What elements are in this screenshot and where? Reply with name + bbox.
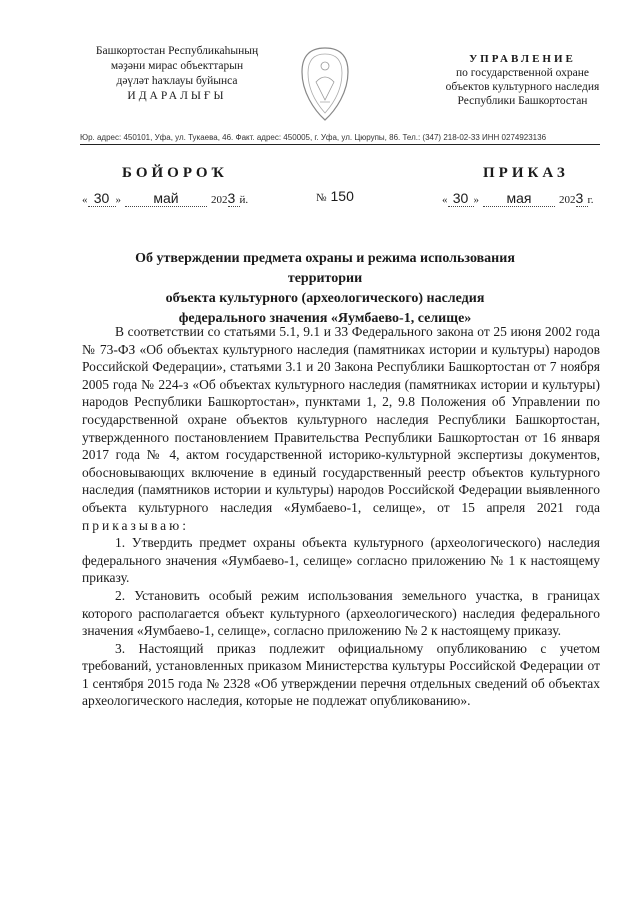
date-year-digit: 3 [576, 190, 588, 207]
heading-line: объекта культурного (археологического) наследия [165, 291, 485, 306]
heading-line: Об утверждении предмета охраны и режима использования территории [135, 251, 515, 286]
preamble-text: В соответствии со статьями 5.1, 9.1 и 33 Федерального закона от 25 июня 2002 года № 73-ФЗ «Об объектах культурного наследия (памятниках истории и культуры) народов Российской Федерации», статьями 3.1 и 20 Закона Республики Башкортостан от 7 ноября 2005 года № 224-з «Об объектах культурного наследия (памятниках истории и культуры) народов Республики Башкортостан», пунктами 1, 2, 9.8 Положения об Управлении по государственной охране объектов культурного наследия Республики Башкортостан, утвержденного постановлением Правительства Республики Башкортостан от 16 января 2017 года № 4, актом государственной историко-культурной экспертизы документов, обосновывающих включение в единый государственный реестр объектов культурного наследия (памятников истории и культуры) народов Российской Федерации выявленного объекта культурного наследия «Яумбаево-1, селище», от 15 апреля 2021 года [82, 324, 600, 515]
date-year-digit: 3 [228, 190, 240, 207]
preamble-paragraph [82, 323, 600, 534]
org-line: мәҙәни мирас объекттарын [110, 60, 244, 72]
org-line: Республики Башкортостан [457, 95, 588, 107]
date-month: мая [483, 190, 555, 207]
date-year-suffix: г. [587, 194, 594, 206]
order-word: приказываю: [82, 517, 189, 533]
document-heading [100, 249, 550, 329]
date-year-prefix: 202 [559, 194, 576, 206]
number-sign: № [316, 192, 327, 204]
date-year-prefix: 202 [211, 194, 228, 206]
org-line: Башкортостан Республикаһының [95, 45, 259, 57]
order-item: 3. Настоящий приказ подлежит официальному опубликованию с учетом требований, установленных приказом Министерства культуры Российской Федерации от 1 сентября 2015 года № 2328 «Об утверждении перечня отдельных сведений об объектах археологического наследия, которые не подлежат опубликованию». [82, 640, 600, 709]
org-name-bashkir [82, 44, 272, 104]
order-number [316, 188, 354, 206]
document-body [82, 323, 600, 710]
date-bashkir: « 30 » май 2023 й. [82, 190, 249, 206]
date-day: 30 [88, 190, 116, 207]
org-name-russian [440, 52, 605, 108]
address-line: Юр. адрес: 450101, Уфа, ул. Тукаева, 46. Факт. адрес: 450005, г. Уфа, ул. Цюрупы, 86. Тел.: (347) 218-02-33 ИНН 0274923136 [80, 133, 600, 145]
date-year-suffix: й. [239, 194, 249, 206]
date-month: май [125, 190, 207, 207]
order-label-russian: ПРИКАЗ [483, 165, 569, 181]
org-line: дәүләт һаҡлауы буйынса [116, 75, 238, 87]
org-title-bashkir: ИДАРАЛЫҒЫ [127, 90, 227, 102]
date-russian: « 30 » мая 2023 г. [442, 190, 594, 206]
org-title-russian: УПРАВЛЕНИЕ [469, 53, 576, 65]
order-item: 1. Утвердить предмет охраны объекта культурного (археологического) наследия федерального значения «Яумбаево-1, селище» согласно приложению № 1 к настоящему приказу. [82, 535, 600, 586]
org-line: по государственной охране [456, 67, 589, 79]
date-day: 30 [448, 190, 474, 207]
org-line: объектов культурного наследия [445, 81, 600, 93]
order-label-bashkir: БОЙОРОҠ [122, 165, 228, 181]
number-value: 150 [330, 188, 354, 204]
order-item: 2. Установить особый режим использования земельного участка, в границах которого располагается объект культурного (археологического) наследия федерального значения «Яумбаево-1, селище», согласно приложению № 2 к настоящему приказу. [82, 587, 600, 639]
heading-line: федерального значения «Яумбаево-1, селище» [178, 311, 472, 326]
coat-of-arms-icon [296, 44, 354, 124]
